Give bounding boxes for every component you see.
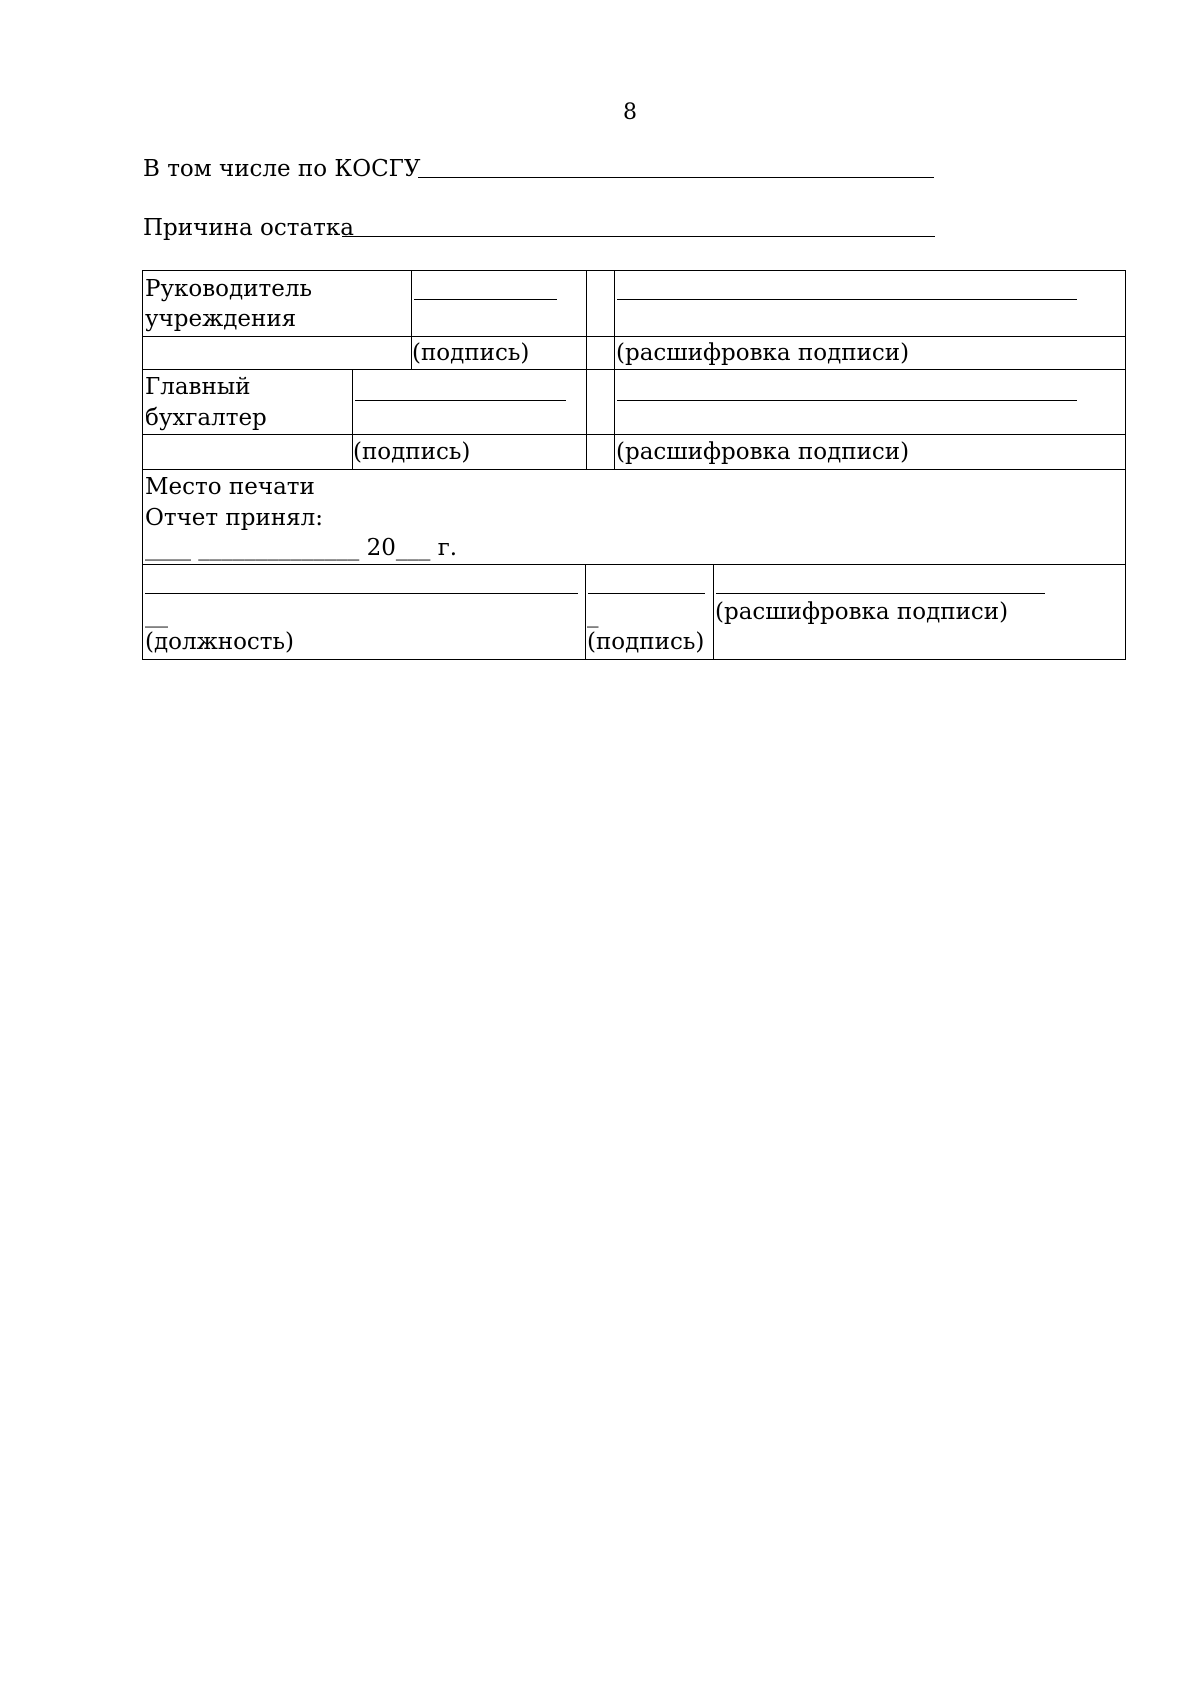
chief-accountant-title-line2: бухгалтер (145, 405, 267, 431)
chief-accountant-signature-line[interactable] (355, 400, 566, 401)
col-divider (586, 270, 587, 369)
page-number: 8 (623, 100, 637, 125)
acceptor-signature-caption: (подпись) (587, 629, 705, 655)
acceptor-signature-line[interactable] (588, 593, 705, 594)
head-decode-line[interactable] (617, 299, 1077, 300)
accepted-label: Отчет принял: (145, 505, 324, 531)
head-title-line2: учреждения (145, 306, 297, 332)
reason-label: Причина остатка (143, 215, 354, 241)
chief-accountant-decode-caption: (расшифровка подписи) (616, 439, 910, 465)
kosgu-label: В том числе по КОСГУ (143, 156, 421, 182)
col-divider (614, 270, 615, 369)
chief-accountant-title-line1: Главный (145, 374, 251, 400)
kosgu-input-line[interactable] (418, 155, 934, 178)
stamp-label: Место печати (145, 474, 315, 500)
reason-input-line[interactable] (342, 214, 935, 237)
acceptor-position-line[interactable] (145, 593, 578, 594)
row-divider (142, 336, 1126, 337)
row-divider (142, 434, 1126, 435)
chief-accountant-signature-caption: (подпись) (353, 439, 471, 465)
acceptor-position-caption: (должность) (145, 629, 295, 655)
head-signature-caption: (подпись) (412, 340, 530, 366)
row-divider (142, 469, 1126, 470)
head-decode-caption: (расшифровка подписи) (616, 340, 910, 366)
col-divider (585, 564, 586, 660)
acceptor-signature-dash: _ (587, 602, 599, 628)
acceptor-decode-line[interactable] (716, 593, 1045, 594)
report-date-line[interactable]: ____ ______________ 20___ г. (145, 535, 458, 561)
chief-accountant-decode-line[interactable] (617, 400, 1077, 401)
head-title-line1: Руководитель (145, 276, 312, 302)
acceptor-position-dash: __ (145, 602, 168, 628)
col-divider (614, 369, 615, 469)
row-divider (142, 369, 1126, 370)
head-signature-line[interactable] (414, 299, 557, 300)
col-divider (713, 564, 714, 660)
col-divider (586, 369, 587, 469)
row-divider (142, 564, 1126, 565)
acceptor-decode-caption: (расшифровка подписи) (715, 599, 1009, 625)
